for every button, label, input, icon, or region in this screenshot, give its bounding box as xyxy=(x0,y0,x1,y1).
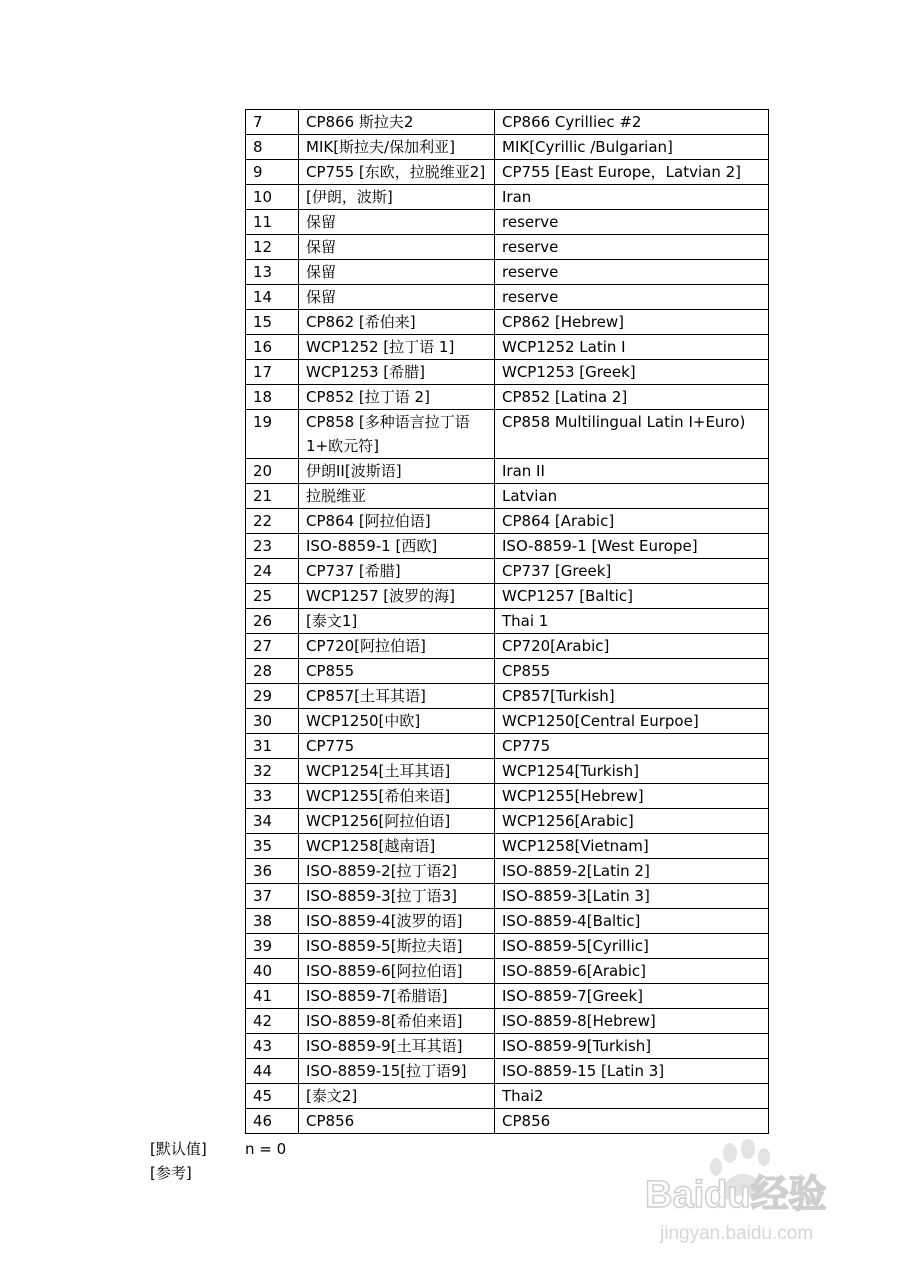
english-name-cell: Latvian xyxy=(495,484,769,509)
table-row xyxy=(246,859,769,884)
row-number-cell: 15 xyxy=(246,310,299,335)
table-row xyxy=(246,484,769,509)
chinese-name-cell: CP864 [阿拉伯语] xyxy=(299,509,495,534)
table-row xyxy=(246,1009,769,1034)
english-name-cell: WCP1253 [Greek] xyxy=(495,360,769,385)
english-name-cell: ISO-8859-4[Baltic] xyxy=(495,909,769,934)
english-name-cell: ISO-8859-5[Cyrillic] xyxy=(495,934,769,959)
table-row xyxy=(246,110,769,135)
row-number-cell: 40 xyxy=(246,959,299,984)
table-row xyxy=(246,1034,769,1059)
chinese-name-cell: CP857[土耳其语] xyxy=(299,684,495,709)
chinese-name-cell: 伊朗II[波斯语] xyxy=(299,459,495,484)
chinese-name-cell: ISO-8859-3[拉丁语3] xyxy=(299,884,495,909)
english-name-cell: WCP1250[Central Eurpoe] xyxy=(495,709,769,734)
english-name-cell: CP866 Cyrilliec #2 xyxy=(495,110,769,135)
table-row xyxy=(246,959,769,984)
english-name-cell: CP862 [Hebrew] xyxy=(495,310,769,335)
english-name-cell: Iran xyxy=(495,185,769,210)
english-name-cell: WCP1252 Latin I xyxy=(495,335,769,360)
chinese-name-cell: [泰文1] xyxy=(299,609,495,634)
chinese-name-cell: ISO-8859-5[斯拉夫语] xyxy=(299,934,495,959)
row-number-cell: 12 xyxy=(246,235,299,260)
row-number-cell: 42 xyxy=(246,1009,299,1034)
row-number-cell: 25 xyxy=(246,584,299,609)
watermark-brand: Baidu经验 xyxy=(645,1174,827,1216)
row-number-cell: 11 xyxy=(246,210,299,235)
table-row xyxy=(246,759,769,784)
table-row xyxy=(246,884,769,909)
table-row xyxy=(246,135,769,160)
chinese-name-cell: CP720[阿拉伯语] xyxy=(299,634,495,659)
row-number-cell: 16 xyxy=(246,335,299,360)
english-name-cell: CP857[Turkish] xyxy=(495,684,769,709)
chinese-name-cell: WCP1254[土耳其语] xyxy=(299,759,495,784)
english-name-cell: Iran II xyxy=(495,459,769,484)
table-row xyxy=(246,834,769,859)
row-number-cell: 18 xyxy=(246,385,299,410)
chinese-name-cell: CP852 [拉丁语 2] xyxy=(299,385,495,410)
row-number-cell: 22 xyxy=(246,509,299,534)
chinese-name-cell: CP855 xyxy=(299,659,495,684)
chinese-name-cell: ISO-8859-15[拉丁语9] xyxy=(299,1059,495,1084)
chinese-name-cell: WCP1253 [希腊] xyxy=(299,360,495,385)
row-number-cell: 43 xyxy=(246,1034,299,1059)
english-name-cell: MIK[Cyrillic /Bulgarian] xyxy=(495,135,769,160)
english-name-cell: WCP1255[Hebrew] xyxy=(495,784,769,809)
chinese-name-cell: ISO-8859-2[拉丁语2] xyxy=(299,859,495,884)
row-number-cell: 44 xyxy=(246,1059,299,1084)
default-value: n = 0 xyxy=(245,1140,287,1158)
english-name-cell: ISO-8859-2[Latin 2] xyxy=(495,859,769,884)
default-value-label: [默认值] xyxy=(150,1140,207,1158)
english-name-cell: CP864 [Arabic] xyxy=(495,509,769,534)
row-number-cell: 34 xyxy=(246,809,299,834)
row-number-cell: 7 xyxy=(246,110,299,135)
chinese-name-cell: WCP1256[阿拉伯语] xyxy=(299,809,495,834)
english-name-cell: WCP1254[Turkish] xyxy=(495,759,769,784)
default-value-line xyxy=(150,1139,286,1159)
chinese-name-cell: ISO-8859-9[土耳其语] xyxy=(299,1034,495,1059)
chinese-name-cell: WCP1250[中欧] xyxy=(299,709,495,734)
chinese-name-cell: [泰文2] xyxy=(299,1084,495,1109)
chinese-name-cell: CP755 [东欧，拉脱维亚2] xyxy=(299,160,495,185)
row-number-cell: 14 xyxy=(246,285,299,310)
row-number-cell: 20 xyxy=(246,459,299,484)
english-name-cell: reserve xyxy=(495,210,769,235)
table-row xyxy=(246,1109,769,1134)
row-number-cell: 19 xyxy=(246,410,299,459)
chinese-name-cell: CP866 斯拉夫2 xyxy=(299,110,495,135)
table-row xyxy=(246,235,769,260)
chinese-name-cell: ISO-8859-1 [西欧] xyxy=(299,534,495,559)
row-number-cell: 38 xyxy=(246,909,299,934)
chinese-name-cell: WCP1252 [拉丁语 1] xyxy=(299,335,495,360)
chinese-name-cell: WCP1257 [波罗的海] xyxy=(299,584,495,609)
row-number-cell: 8 xyxy=(246,135,299,160)
reference-label: [参考] xyxy=(150,1164,192,1182)
row-number-cell: 13 xyxy=(246,260,299,285)
row-number-cell: 29 xyxy=(246,684,299,709)
table-row xyxy=(246,310,769,335)
table-body xyxy=(246,110,769,1134)
english-name-cell: CP852 [Latina 2] xyxy=(495,385,769,410)
row-number-cell: 30 xyxy=(246,709,299,734)
codepage-table xyxy=(245,109,769,1134)
row-number-cell: 33 xyxy=(246,784,299,809)
row-number-cell: 46 xyxy=(246,1109,299,1134)
english-name-cell: ISO-8859-15 [Latin 3] xyxy=(495,1059,769,1084)
chinese-name-cell: ISO-8859-6[阿拉伯语] xyxy=(299,959,495,984)
chinese-name-cell: 保留 xyxy=(299,285,495,310)
table-row xyxy=(246,185,769,210)
english-name-cell: CP755 [East Europe，Latvian 2] xyxy=(495,160,769,185)
chinese-name-cell: ISO-8859-4[波罗的语] xyxy=(299,909,495,934)
row-number-cell: 45 xyxy=(246,1084,299,1109)
table-row xyxy=(246,809,769,834)
english-name-cell: WCP1258[Vietnam] xyxy=(495,834,769,859)
table-row xyxy=(246,385,769,410)
baidu-jingyan-watermark xyxy=(640,1135,870,1275)
row-number-cell: 39 xyxy=(246,934,299,959)
chinese-name-cell: CP856 xyxy=(299,1109,495,1134)
table-row xyxy=(246,659,769,684)
table-row xyxy=(246,360,769,385)
chinese-name-cell: CP775 xyxy=(299,734,495,759)
english-name-cell: ISO-8859-6[Arabic] xyxy=(495,959,769,984)
row-number-cell: 24 xyxy=(246,559,299,584)
english-name-cell: CP858 Multilingual Latin Ⅰ+Euro) xyxy=(495,410,769,459)
chinese-name-cell: 保留 xyxy=(299,210,495,235)
chinese-name-cell: CP862 [希伯来] xyxy=(299,310,495,335)
table-row xyxy=(246,210,769,235)
english-name-cell: ISO-8859-9[Turkish] xyxy=(495,1034,769,1059)
row-number-cell: 41 xyxy=(246,984,299,1009)
table-row xyxy=(246,509,769,534)
row-number-cell: 9 xyxy=(246,160,299,185)
row-number-cell: 26 xyxy=(246,609,299,634)
row-number-cell: 31 xyxy=(246,734,299,759)
chinese-name-cell: 拉脱维亚 xyxy=(299,484,495,509)
row-number-cell: 17 xyxy=(246,360,299,385)
table-row xyxy=(246,909,769,934)
row-number-cell: 32 xyxy=(246,759,299,784)
table-row xyxy=(246,634,769,659)
row-number-cell: 36 xyxy=(246,859,299,884)
table-row xyxy=(246,734,769,759)
row-number-cell: 10 xyxy=(246,185,299,210)
table-row xyxy=(246,934,769,959)
table-row xyxy=(246,1059,769,1084)
chinese-name-cell: WCP1258[越南语] xyxy=(299,834,495,859)
chinese-name-cell: WCP1255[希伯来语] xyxy=(299,784,495,809)
table-row xyxy=(246,335,769,360)
english-name-cell: reserve xyxy=(495,285,769,310)
table-row xyxy=(246,459,769,484)
table-row xyxy=(246,260,769,285)
table-row xyxy=(246,984,769,1009)
table-row xyxy=(246,684,769,709)
english-name-cell: WCP1257 [Baltic] xyxy=(495,584,769,609)
english-name-cell: ISO-8859-3[Latin 3] xyxy=(495,884,769,909)
english-name-cell: ISO-8859-8[Hebrew] xyxy=(495,1009,769,1034)
english-name-cell: CP775 xyxy=(495,734,769,759)
english-name-cell: Thai 1 xyxy=(495,609,769,634)
english-name-cell: reserve xyxy=(495,235,769,260)
english-name-cell: CP856 xyxy=(495,1109,769,1134)
english-name-cell: Thai2 xyxy=(495,1084,769,1109)
table-row xyxy=(246,709,769,734)
english-name-cell: CP855 xyxy=(495,659,769,684)
chinese-name-cell: 保留 xyxy=(299,235,495,260)
watermark-url: jingyan.baidu.com xyxy=(660,1223,814,1244)
chinese-name-cell: MIK[斯拉夫/保加利亚] xyxy=(299,135,495,160)
chinese-name-cell: [伊朗，波斯] xyxy=(299,185,495,210)
table-row xyxy=(246,784,769,809)
english-name-cell: WCP1256[Arabic] xyxy=(495,809,769,834)
reference-line xyxy=(150,1163,245,1183)
row-number-cell: 21 xyxy=(246,484,299,509)
table-row xyxy=(246,285,769,310)
table-row xyxy=(246,609,769,634)
table-row xyxy=(246,584,769,609)
table-row xyxy=(246,534,769,559)
english-name-cell: CP720[Arabic] xyxy=(495,634,769,659)
table-row xyxy=(246,559,769,584)
table-row xyxy=(246,410,769,459)
english-name-cell: ISO-8859-1 [West Europe] xyxy=(495,534,769,559)
chinese-name-cell: CP858 [多种语言拉丁语1+欧元符] xyxy=(299,410,495,459)
chinese-name-cell: ISO-8859-7[希腊语] xyxy=(299,984,495,1009)
row-number-cell: 28 xyxy=(246,659,299,684)
row-number-cell: 35 xyxy=(246,834,299,859)
row-number-cell: 37 xyxy=(246,884,299,909)
chinese-name-cell: CP737 [希腊] xyxy=(299,559,495,584)
row-number-cell: 27 xyxy=(246,634,299,659)
table-row xyxy=(246,1084,769,1109)
english-name-cell: CP737 [Greek] xyxy=(495,559,769,584)
row-number-cell: 23 xyxy=(246,534,299,559)
english-name-cell: reserve xyxy=(495,260,769,285)
chinese-name-cell: 保留 xyxy=(299,260,495,285)
table-row xyxy=(246,160,769,185)
english-name-cell: ISO-8859-7[Greek] xyxy=(495,984,769,1009)
chinese-name-cell: ISO-8859-8[希伯来语] xyxy=(299,1009,495,1034)
